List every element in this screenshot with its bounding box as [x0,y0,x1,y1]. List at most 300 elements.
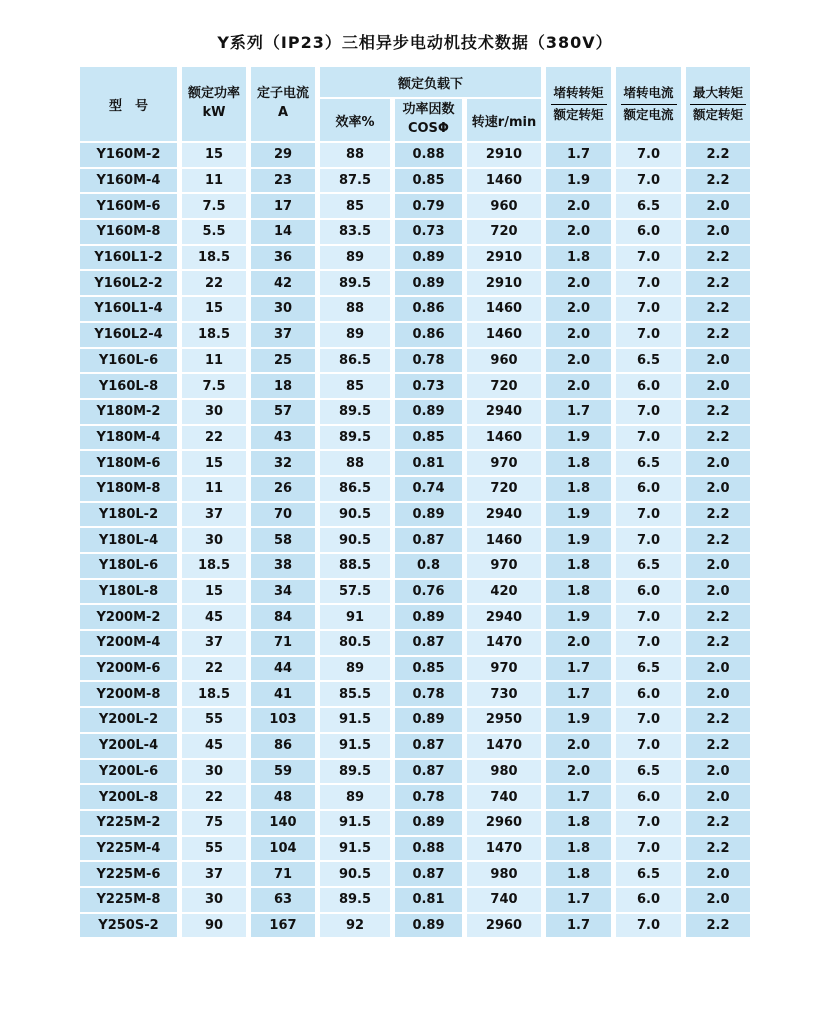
value-cell: 1460 [467,528,541,552]
model-cell: Y200L-4 [80,734,177,758]
table-row [80,888,750,912]
value-cell: 14 [251,220,315,244]
value-cell: 2.2 [686,246,750,270]
value-cell: 2.0 [546,374,611,398]
value-cell: 55 [182,837,246,861]
value-cell: 0.76 [395,580,462,604]
value-cell: 44 [251,657,315,681]
value-cell: 1470 [467,631,541,655]
value-cell: 2.0 [546,631,611,655]
value-cell: 85 [320,194,390,218]
table-row [80,862,750,886]
value-cell: 92 [320,914,390,938]
value-cell: 89 [320,323,390,347]
value-cell: 7.0 [616,323,681,347]
value-cell: 0.86 [395,323,462,347]
value-cell: 2940 [467,503,541,527]
value-cell: 11 [182,477,246,501]
value-cell: 2.2 [686,837,750,861]
value-cell: 30 [182,888,246,912]
value-cell: 0.87 [395,631,462,655]
value-cell: 91.5 [320,708,390,732]
value-cell: 6.5 [616,657,681,681]
value-cell: 960 [467,349,541,373]
value-cell: 0.87 [395,734,462,758]
value-cell: 6.5 [616,349,681,373]
locked-current-denominator: 额定电流 [623,106,674,122]
value-cell: 2.2 [686,400,750,424]
table-row [80,837,750,861]
value-cell: 91 [320,605,390,629]
table-row [80,400,750,424]
value-cell: 7.0 [616,426,681,450]
value-cell: 36 [251,246,315,270]
value-cell: 740 [467,785,541,809]
value-cell: 15 [182,580,246,604]
value-cell: 43 [251,426,315,450]
model-cell: Y160L2-2 [80,271,177,295]
value-cell: 6.0 [616,785,681,809]
model-cell: Y180L-8 [80,580,177,604]
table-row [80,297,750,321]
model-cell: Y160M-2 [80,143,177,167]
model-cell: Y180M-4 [80,426,177,450]
model-cell: Y200L-6 [80,760,177,784]
value-cell: 89 [320,657,390,681]
model-cell: Y200M-2 [80,605,177,629]
model-cell: Y225M-6 [80,862,177,886]
model-cell: Y250S-2 [80,914,177,938]
value-cell: 2.0 [546,734,611,758]
value-cell: 7.0 [616,246,681,270]
value-cell: 740 [467,888,541,912]
value-cell: 0.86 [395,297,462,321]
value-cell: 7.0 [616,271,681,295]
value-cell: 0.89 [395,246,462,270]
value-cell: 17 [251,194,315,218]
page-title: Y系列（IP23）三相异步电动机技术数据（380V） [217,33,613,52]
value-cell: 960 [467,194,541,218]
table-row [80,477,750,501]
model-cell: Y160L1-2 [80,246,177,270]
value-cell: 15 [182,451,246,475]
value-cell: 7.0 [616,169,681,193]
value-cell: 7.5 [182,194,246,218]
value-cell: 86.5 [320,349,390,373]
value-cell: 5.5 [182,220,246,244]
value-cell: 18.5 [182,323,246,347]
value-cell: 6.5 [616,862,681,886]
table-row [80,426,750,450]
table-row [80,169,750,193]
value-cell: 2.2 [686,914,750,938]
value-cell: 1.7 [546,914,611,938]
table-row [80,580,750,604]
locked-current-fraction [621,85,677,123]
value-cell: 0.85 [395,426,462,450]
value-cell: 0.87 [395,528,462,552]
value-cell: 18 [251,374,315,398]
value-cell: 90.5 [320,862,390,886]
value-cell: 2.2 [686,734,750,758]
header-efficiency: 效率% [320,99,390,141]
locked-torque-denominator: 额定转矩 [553,106,604,122]
model-cell: Y200M-6 [80,657,177,681]
table-row [80,528,750,552]
value-cell: 58 [251,528,315,552]
value-cell: 85 [320,374,390,398]
model-cell: Y180M-6 [80,451,177,475]
value-cell: 0.88 [395,143,462,167]
value-cell: 22 [182,426,246,450]
value-cell: 88 [320,297,390,321]
value-cell: 720 [467,374,541,398]
value-cell: 7.0 [616,503,681,527]
value-cell: 2.2 [686,811,750,835]
value-cell: 1.8 [546,580,611,604]
value-cell: 6.0 [616,477,681,501]
value-cell: 15 [182,143,246,167]
model-cell: Y180L-2 [80,503,177,527]
header-rated-load-group: 额定负载下 [320,67,541,97]
value-cell: 1.9 [546,503,611,527]
value-cell: 1.9 [546,528,611,552]
table-row [80,271,750,295]
value-cell: 71 [251,631,315,655]
value-cell: 70 [251,503,315,527]
value-cell: 89.5 [320,760,390,784]
value-cell: 2960 [467,914,541,938]
value-cell: 0.89 [395,400,462,424]
table-row [80,605,750,629]
value-cell: 26 [251,477,315,501]
value-cell: 29 [251,143,315,167]
value-cell: 1470 [467,837,541,861]
value-cell: 1460 [467,169,541,193]
value-cell: 2910 [467,246,541,270]
header-rated-power [182,67,246,141]
value-cell: 30 [182,528,246,552]
header-stator-current [251,67,315,141]
value-cell: 37 [251,323,315,347]
model-cell: Y180M-2 [80,400,177,424]
value-cell: 2.0 [546,349,611,373]
value-cell: 1.7 [546,400,611,424]
value-cell: 2.0 [686,862,750,886]
max-torque-denominator: 额定转矩 [693,106,744,122]
value-cell: 6.0 [616,374,681,398]
header-power-factor [395,99,462,141]
value-cell: 1.9 [546,426,611,450]
value-cell: 89.5 [320,400,390,424]
table-row [80,554,750,578]
value-cell: 1.8 [546,811,611,835]
value-cell: 1.9 [546,708,611,732]
value-cell: 88 [320,451,390,475]
value-cell: 104 [251,837,315,861]
value-cell: 2.0 [546,271,611,295]
value-cell: 0.73 [395,220,462,244]
value-cell: 970 [467,554,541,578]
value-cell: 2.2 [686,528,750,552]
table-row [80,785,750,809]
value-cell: 7.0 [616,811,681,835]
value-cell: 720 [467,220,541,244]
value-cell: 91.5 [320,734,390,758]
value-cell: 37 [182,862,246,886]
model-cell: Y200L-8 [80,785,177,809]
value-cell: 970 [467,451,541,475]
value-cell: 18.5 [182,554,246,578]
value-cell: 37 [182,631,246,655]
header-rated-power-label: 额定功率 [187,86,240,102]
model-cell: Y200M-8 [80,682,177,706]
value-cell: 6.5 [616,554,681,578]
header-power-factor-label: 功率因数 [402,102,455,118]
value-cell: 1.8 [546,451,611,475]
table-row [80,220,750,244]
table-row [80,374,750,398]
value-cell: 55 [182,708,246,732]
fraction-bar [551,104,607,105]
value-cell: 2.0 [686,580,750,604]
value-cell: 7.0 [616,143,681,167]
value-cell: 6.5 [616,194,681,218]
table-row [80,734,750,758]
value-cell: 90.5 [320,528,390,552]
model-cell: Y225M-2 [80,811,177,835]
value-cell: 22 [182,271,246,295]
value-cell: 88.5 [320,554,390,578]
value-cell: 730 [467,682,541,706]
value-cell: 1.8 [546,837,611,861]
value-cell: 0.89 [395,811,462,835]
value-cell: 0.88 [395,837,462,861]
model-cell: Y180M-8 [80,477,177,501]
value-cell: 6.0 [616,888,681,912]
value-cell: 2910 [467,143,541,167]
value-cell: 0.85 [395,657,462,681]
value-cell: 37 [182,503,246,527]
value-cell: 38 [251,554,315,578]
value-cell: 0.89 [395,503,462,527]
value-cell: 91.5 [320,837,390,861]
value-cell: 0.78 [395,682,462,706]
value-cell: 2.0 [546,297,611,321]
value-cell: 2940 [467,400,541,424]
model-cell: Y225M-8 [80,888,177,912]
value-cell: 0.81 [395,451,462,475]
value-cell: 2.0 [686,682,750,706]
value-cell: 89 [320,246,390,270]
value-cell: 0.87 [395,862,462,886]
value-cell: 2.2 [686,631,750,655]
value-cell: 6.0 [616,580,681,604]
value-cell: 57.5 [320,580,390,604]
table-row [80,657,750,681]
table-row [80,194,750,218]
page [0,30,830,1011]
value-cell: 7.0 [616,605,681,629]
value-cell: 0.78 [395,349,462,373]
value-cell: 1460 [467,323,541,347]
table-row [80,143,750,167]
value-cell: 84 [251,605,315,629]
value-cell: 7.0 [616,631,681,655]
table-row [80,631,750,655]
header-power-factor-symbol: COSΦ [407,121,449,136]
value-cell: 88 [320,143,390,167]
value-cell: 18.5 [182,246,246,270]
value-cell: 75 [182,811,246,835]
table-row [80,503,750,527]
model-cell: Y160L-6 [80,349,177,373]
value-cell: 90 [182,914,246,938]
value-cell: 45 [182,734,246,758]
model-cell: Y160M-8 [80,220,177,244]
value-cell: 720 [467,477,541,501]
value-cell: 30 [251,297,315,321]
value-cell: 0.85 [395,169,462,193]
value-cell: 63 [251,888,315,912]
model-cell: Y160L1-4 [80,297,177,321]
value-cell: 103 [251,708,315,732]
value-cell: 1.7 [546,785,611,809]
header-stator-current-label: 定子电流 [256,86,309,102]
value-cell: 2950 [467,708,541,732]
value-cell: 7.0 [616,837,681,861]
value-cell: 7.0 [616,914,681,938]
value-cell: 2.0 [546,760,611,784]
value-cell: 15 [182,297,246,321]
value-cell: 22 [182,657,246,681]
model-cell: Y200L-2 [80,708,177,732]
value-cell: 90.5 [320,503,390,527]
value-cell: 7.0 [616,708,681,732]
header-locked-torque-ratio [546,67,611,141]
value-cell: 0.79 [395,194,462,218]
value-cell: 1460 [467,426,541,450]
locked-torque-fraction [551,85,607,123]
value-cell: 0.89 [395,605,462,629]
model-cell: Y225M-4 [80,837,177,861]
value-cell: 89.5 [320,888,390,912]
value-cell: 89 [320,785,390,809]
model-cell: Y160L-8 [80,374,177,398]
value-cell: 83.5 [320,220,390,244]
value-cell: 1.7 [546,682,611,706]
value-cell: 59 [251,760,315,784]
value-cell: 2.0 [686,477,750,501]
value-cell: 2.2 [686,323,750,347]
value-cell: 22 [182,785,246,809]
value-cell: 57 [251,400,315,424]
table-row [80,323,750,347]
motor-spec-table [75,65,755,939]
header-stator-current-unit: A [277,105,289,120]
value-cell: 2.2 [686,143,750,167]
table-row [80,451,750,475]
value-cell: 0.8 [395,554,462,578]
value-cell: 1470 [467,734,541,758]
table-row [80,246,750,270]
model-cell: Y180L-4 [80,528,177,552]
value-cell: 2940 [467,605,541,629]
header-speed: 转速r/min [467,99,541,141]
value-cell: 2.0 [546,194,611,218]
value-cell: 1.7 [546,657,611,681]
value-cell: 7.0 [616,297,681,321]
value-cell: 980 [467,862,541,886]
model-cell: Y160M-4 [80,169,177,193]
value-cell: 0.73 [395,374,462,398]
model-cell: Y180L-6 [80,554,177,578]
value-cell: 2.0 [686,760,750,784]
value-cell: 2.0 [686,888,750,912]
value-cell: 0.81 [395,888,462,912]
value-cell: 0.87 [395,760,462,784]
value-cell: 1.9 [546,605,611,629]
value-cell: 1460 [467,297,541,321]
header-model: 型 号 [80,67,177,141]
value-cell: 1.7 [546,143,611,167]
value-cell: 80.5 [320,631,390,655]
table-row [80,349,750,373]
value-cell: 89.5 [320,426,390,450]
value-cell: 89.5 [320,271,390,295]
value-cell: 2.0 [546,323,611,347]
value-cell: 2.0 [546,220,611,244]
model-cell: Y160L2-4 [80,323,177,347]
locked-current-numerator: 堵转电流 [623,85,674,101]
value-cell: 1.7 [546,888,611,912]
value-cell: 6.0 [616,682,681,706]
max-torque-numerator: 最大转矩 [693,85,744,101]
value-cell: 85.5 [320,682,390,706]
value-cell: 7.0 [616,400,681,424]
value-cell: 0.89 [395,914,462,938]
value-cell: 2910 [467,271,541,295]
value-cell: 2.0 [686,194,750,218]
value-cell: 86.5 [320,477,390,501]
fraction-bar [621,104,677,105]
value-cell: 42 [251,271,315,295]
value-cell: 48 [251,785,315,809]
table-row [80,811,750,835]
value-cell: 2.2 [686,297,750,321]
value-cell: 34 [251,580,315,604]
value-cell: 2.0 [686,374,750,398]
value-cell: 2.2 [686,271,750,295]
value-cell: 18.5 [182,682,246,706]
value-cell: 2.0 [686,451,750,475]
value-cell: 0.89 [395,708,462,732]
value-cell: 2.2 [686,426,750,450]
table-row [80,708,750,732]
value-cell: 1.8 [546,862,611,886]
value-cell: 41 [251,682,315,706]
value-cell: 140 [251,811,315,835]
model-cell: Y200M-4 [80,631,177,655]
value-cell: 87.5 [320,169,390,193]
value-cell: 2.2 [686,503,750,527]
value-cell: 420 [467,580,541,604]
header-locked-current-ratio [616,67,681,141]
value-cell: 1.8 [546,477,611,501]
value-cell: 1.8 [546,246,611,270]
value-cell: 86 [251,734,315,758]
value-cell: 91.5 [320,811,390,835]
